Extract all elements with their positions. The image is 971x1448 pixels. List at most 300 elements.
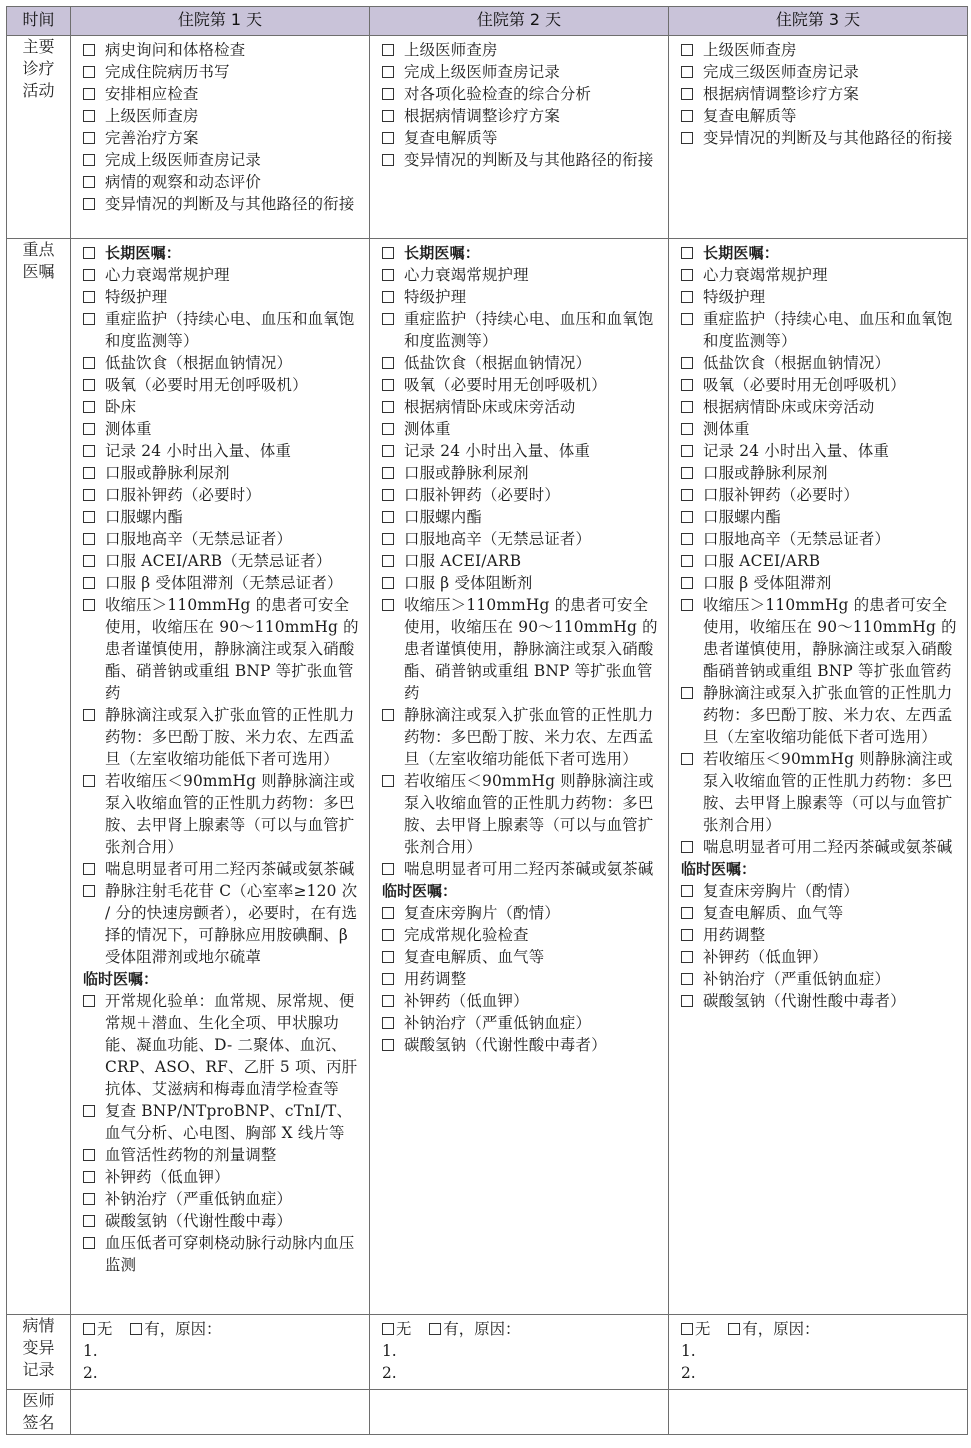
long-term-order-item <box>382 484 662 506</box>
long-term-order-item <box>83 594 363 704</box>
variation-no-option[interactable] <box>382 1318 411 1340</box>
checkbox[interactable] <box>382 423 394 435</box>
temporary-order-item <box>382 946 662 968</box>
main-activity-item <box>382 39 662 61</box>
long-term-orders-title <box>83 242 363 264</box>
checkbox[interactable] <box>83 154 95 166</box>
checkbox[interactable] <box>681 357 693 369</box>
main-activity-item-text: 完成住院病历书写 <box>105 63 230 81</box>
checkbox[interactable] <box>681 577 693 589</box>
checkbox[interactable] <box>382 511 394 523</box>
checkbox[interactable] <box>83 863 95 875</box>
main-activity-item-text: 完善治疗方案 <box>105 129 199 147</box>
long-term-order-item <box>681 352 961 374</box>
checkbox[interactable] <box>382 1323 394 1335</box>
temporary-order-item-text: 补钠治疗（严重低钠血症） <box>703 970 891 988</box>
checkbox[interactable] <box>681 951 693 963</box>
checkbox[interactable] <box>83 1215 95 1227</box>
long-term-order-item-text: 口服或静脉利尿剂 <box>404 464 529 482</box>
checkbox[interactable] <box>83 110 95 122</box>
day-2-orders-cell <box>370 239 669 1315</box>
variation-no-option-text: 无 <box>695 1320 711 1338</box>
checkbox[interactable] <box>681 66 693 78</box>
long-term-order-item <box>83 440 363 462</box>
checkbox[interactable] <box>83 511 95 523</box>
checkbox[interactable] <box>382 555 394 567</box>
checkbox[interactable] <box>681 132 693 144</box>
temporary-order-item <box>83 1210 363 1232</box>
long-term-order-item-text: 心力衰竭常规护理 <box>703 266 828 284</box>
checkbox[interactable] <box>83 44 95 56</box>
checkbox[interactable] <box>83 132 95 144</box>
signature-label-cell <box>7 1390 71 1435</box>
checkbox[interactable] <box>83 599 95 611</box>
long-term-order-item <box>83 880 363 968</box>
main-activity-item <box>681 83 961 105</box>
checkbox[interactable] <box>382 467 394 479</box>
main-activity-item-text: 病情的观察和动态评价 <box>105 173 261 191</box>
temporary-order-item <box>83 1232 363 1276</box>
long-term-order-item-text: 口服螺内酯 <box>404 508 482 526</box>
long-term-orders-title <box>681 242 961 264</box>
variation-yes-option[interactable] <box>429 1318 520 1340</box>
temporary-order-item-text: 完成常规化验检查 <box>404 926 529 944</box>
long-term-order-item <box>83 506 363 528</box>
variation-yes-option-text: 有，原因： <box>742 1320 820 1338</box>
long-term-order-item <box>83 528 363 550</box>
checkbox[interactable] <box>83 1149 95 1161</box>
long-term-order-item <box>382 550 662 572</box>
long-term-order-item-text: 吸氧（必要时用无创呼吸机） <box>703 376 906 394</box>
checkbox[interactable] <box>681 753 693 765</box>
temporary-order-item-text: 碳酸氢钠（代谢性酸中毒） <box>105 1212 293 1230</box>
signature-label: 医师签名 <box>22 1391 55 1432</box>
long-term-order-item-text: 口服螺内酯 <box>105 508 183 526</box>
main-activity-item <box>382 105 662 127</box>
signature-row <box>7 1390 968 1435</box>
main-activity-item <box>382 149 662 171</box>
checkbox[interactable] <box>382 247 394 259</box>
temporary-order-item <box>382 902 662 924</box>
checkbox[interactable] <box>382 973 394 985</box>
checkbox[interactable] <box>83 313 95 325</box>
checkbox[interactable] <box>681 445 693 457</box>
checkbox[interactable] <box>83 1323 95 1335</box>
temporary-order-item-text: 补钠治疗（严重低钠血症） <box>105 1190 293 1208</box>
checkbox[interactable] <box>681 533 693 545</box>
checkbox[interactable] <box>83 1171 95 1183</box>
long-term-order-item-text: 收缩压＞110mmHg 的患者可安全使用，收缩压在 90～110mmHg 的患者谨慎使用，静脉滴注或泵入硝酸酯、硝普钠或重组 BNP 等扩张血管药 <box>105 596 359 702</box>
temporary-order-item-text: 复查床旁胸片（酌情） <box>703 882 859 900</box>
long-term-orders-title-text: 长期医嘱： <box>105 244 182 262</box>
checkbox[interactable] <box>83 88 95 100</box>
main-activity-item <box>83 127 363 149</box>
checkbox[interactable] <box>681 995 693 1007</box>
checkbox[interactable] <box>83 1193 95 1205</box>
checkbox[interactable] <box>83 357 95 369</box>
variation-reason-line[interactable]: 1. <box>681 1342 696 1360</box>
long-term-order-item-text: 静脉滴注或泵入扩张血管的正性肌力药物：多巴酚丁胺、米力农、左西孟旦（左室收缩功能低下者可选用） <box>404 706 654 768</box>
long-term-order-item <box>681 594 961 682</box>
main-activity-item <box>382 61 662 83</box>
long-term-order-item-text: 吸氧（必要时用无创呼吸机） <box>105 376 308 394</box>
key-orders-label: 重点医嘱 <box>22 240 55 281</box>
day-1-main-cell <box>71 36 370 239</box>
temporary-order-item-text: 补钾药（低血钾） <box>703 948 828 966</box>
checkbox[interactable] <box>83 885 95 897</box>
temporary-order-item <box>382 1034 662 1056</box>
long-term-order-item-text: 口服或静脉利尿剂 <box>703 464 828 482</box>
main-activity-item-text: 变异情况的判断及与其他路径的衔接 <box>703 129 953 147</box>
long-term-orders-title <box>382 242 662 264</box>
main-activity-item <box>83 171 363 193</box>
checkbox[interactable] <box>382 313 394 325</box>
long-term-order-item-text: 口服补钾药（必要时） <box>404 486 560 504</box>
checkbox[interactable] <box>83 66 95 78</box>
long-term-order-item <box>83 858 363 880</box>
day-3-orders-cell <box>669 239 968 1315</box>
temporary-order-item-text: 补钠治疗（严重低钠血症） <box>404 1014 592 1032</box>
variation-options <box>382 1318 662 1340</box>
temporary-order-item-text: 补钾药（低血钾） <box>105 1168 230 1186</box>
main-activity-item-text: 对各项化验检查的综合分析 <box>404 85 592 103</box>
header-day-2: 住院第 2 天 <box>370 7 669 36</box>
long-term-order-item <box>83 484 363 506</box>
variation-reason-line[interactable]: 2. <box>382 1364 397 1382</box>
main-activity-item-text: 根据病情调整诊疗方案 <box>703 85 859 103</box>
long-term-order-item <box>83 396 363 418</box>
checkbox[interactable] <box>681 907 693 919</box>
main-activity-item <box>681 105 961 127</box>
variation-reason-line[interactable]: 2. <box>681 1364 696 1382</box>
checkbox[interactable] <box>382 1039 394 1051</box>
checkbox[interactable] <box>83 577 95 589</box>
clinical-pathway-table <box>6 6 968 1435</box>
long-term-order-item-text: 口服 ACEI/ARB（无禁忌证者） <box>105 552 332 570</box>
temporary-order-item <box>681 968 961 990</box>
temporary-order-item-text: 补钾药（低血钾） <box>404 992 529 1010</box>
long-term-order-item <box>382 594 662 704</box>
main-activities-label-cell <box>7 36 71 239</box>
checkbox[interactable] <box>382 357 394 369</box>
long-term-order-item <box>681 462 961 484</box>
checkbox[interactable] <box>83 269 95 281</box>
checkbox[interactable] <box>382 401 394 413</box>
long-term-order-item-text: 根据病情卧床或床旁活动 <box>703 398 875 416</box>
long-term-order-item-text: 口服 ACEI/ARB <box>404 552 522 570</box>
main-activity-item-text: 变异情况的判断及与其他路径的衔接 <box>404 151 654 169</box>
variation-yes-option[interactable] <box>130 1318 221 1340</box>
long-term-order-item-text: 特级护理 <box>703 288 766 306</box>
long-term-order-item-text: 口服地高辛（无禁忌证者） <box>404 530 592 548</box>
checkbox[interactable] <box>681 929 693 941</box>
main-activity-item <box>382 83 662 105</box>
header-day-1: 住院第 1 天 <box>71 7 370 36</box>
checkbox[interactable] <box>83 1105 95 1117</box>
long-term-order-item <box>382 440 662 462</box>
checkbox[interactable] <box>83 401 95 413</box>
long-term-order-item <box>382 506 662 528</box>
long-term-order-item-text: 心力衰竭常规护理 <box>105 266 230 284</box>
main-activity-item-text: 上级医师查房 <box>404 41 498 59</box>
long-term-order-item-text: 特级护理 <box>105 288 168 306</box>
checkbox[interactable] <box>83 176 95 188</box>
day-2-signature-cell[interactable] <box>370 1390 669 1435</box>
long-term-order-item-text: 口服 ACEI/ARB <box>703 552 821 570</box>
long-term-order-item-text: 口服 β 受体阻滞剂 <box>703 574 832 592</box>
main-activity-item-text: 安排相应检查 <box>105 85 199 103</box>
checkbox[interactable] <box>382 88 394 100</box>
checkbox[interactable] <box>681 401 693 413</box>
main-activity-item <box>83 105 363 127</box>
temporary-order-item <box>382 924 662 946</box>
main-activity-item-text: 完成上级医师查房记录 <box>105 151 261 169</box>
long-term-order-item-text: 口服螺内酯 <box>703 508 781 526</box>
variation-reason-line[interactable]: 1. <box>83 1342 98 1360</box>
long-term-order-item <box>681 440 961 462</box>
main-activity-item <box>83 149 363 171</box>
main-activity-item <box>681 39 961 61</box>
temporary-order-item <box>681 924 961 946</box>
header-day-3: 住院第 3 天 <box>669 7 968 36</box>
checkbox[interactable] <box>681 44 693 56</box>
checkbox[interactable] <box>382 775 394 787</box>
checkbox[interactable] <box>83 445 95 457</box>
long-term-order-item-text: 若收缩压＜90mmHg 则静脉滴注或泵入收缩血管的正性肌力药物：多巴胺、去甲肾上腺素等（可以与血管扩张剂合用） <box>105 772 355 856</box>
long-term-order-item <box>681 506 961 528</box>
long-term-order-item <box>83 286 363 308</box>
checkbox[interactable] <box>681 423 693 435</box>
long-term-order-item-text: 卧床 <box>105 398 137 416</box>
checkbox[interactable] <box>681 885 693 897</box>
checkbox[interactable] <box>382 132 394 144</box>
checkbox[interactable] <box>681 291 693 303</box>
temporary-order-item <box>681 880 961 902</box>
variation-no-option[interactable] <box>681 1318 710 1340</box>
long-term-order-item <box>382 462 662 484</box>
checkbox[interactable] <box>382 379 394 391</box>
day-1-variation-cell <box>71 1315 370 1390</box>
long-term-order-item <box>681 264 961 286</box>
checkbox[interactable] <box>681 555 693 567</box>
day-3-signature-cell[interactable] <box>669 1390 968 1435</box>
long-term-order-item-text: 喘息明显者可用二羟丙茶碱或氨茶碱 <box>105 860 355 878</box>
checkbox[interactable] <box>681 467 693 479</box>
long-term-order-item <box>83 352 363 374</box>
checkbox[interactable] <box>681 489 693 501</box>
main-activity-item <box>382 127 662 149</box>
checkbox[interactable] <box>382 929 394 941</box>
checkbox[interactable] <box>681 88 693 100</box>
long-term-order-item-text: 重症监护（持续心电、血压和血氧饱和度监测等） <box>404 310 654 350</box>
variation-reason-line[interactable]: 1. <box>382 1342 397 1360</box>
checkbox[interactable] <box>382 1017 394 1029</box>
long-term-order-item <box>681 286 961 308</box>
long-term-order-item-text: 口服地高辛（无禁忌证者） <box>703 530 891 548</box>
checkbox[interactable] <box>83 1237 95 1249</box>
long-term-order-item-text: 口服或静脉利尿剂 <box>105 464 230 482</box>
temporary-orders-title: 临时医嘱： <box>681 860 757 878</box>
header-row <box>7 7 968 36</box>
temporary-order-item-text: 碳酸氢钠（代谢性酸中毒者） <box>703 992 906 1010</box>
checkbox[interactable] <box>681 313 693 325</box>
temporary-order-item-text: 复查 BNP/NTproBNP、cTnI/T、血气分析、心电图、胸部 X 线片等 <box>105 1102 353 1142</box>
temporary-order-item <box>681 990 961 1012</box>
long-term-order-item <box>382 572 662 594</box>
temporary-order-item-text: 开常规化验单：血常规、尿常规、便常规＋潜血、生化全项、甲状腺功能、凝血功能、D- 二聚体、血沉、CRP、ASO、RF、乙肝 5 项、丙肝抗体、艾滋病和梅毒血清学检查等 <box>105 992 358 1098</box>
long-term-order-item <box>681 836 961 858</box>
checkbox[interactable] <box>382 951 394 963</box>
variation-yes-option[interactable] <box>728 1318 819 1340</box>
long-term-order-item <box>382 704 662 770</box>
checkbox[interactable] <box>382 445 394 457</box>
checkbox[interactable] <box>382 154 394 166</box>
long-term-order-item-text: 口服 β 受体阻滞剂（无禁忌证者） <box>105 574 343 592</box>
main-activity-item <box>83 61 363 83</box>
checkbox[interactable] <box>382 110 394 122</box>
long-term-order-item-text: 静脉滴注或泵入扩张血管的正性肌力药物：多巴酚丁胺、米力农、左西孟旦（左室收缩功能低下者可选用） <box>703 684 953 746</box>
checkbox[interactable] <box>681 973 693 985</box>
checkbox[interactable] <box>382 995 394 1007</box>
checkbox[interactable] <box>681 247 693 259</box>
temporary-order-item <box>681 902 961 924</box>
checkbox[interactable] <box>681 687 693 699</box>
long-term-order-item <box>681 572 961 594</box>
main-activities-label: 主要诊疗活动 <box>22 37 55 100</box>
long-term-order-item-text: 口服地高辛（无禁忌证者） <box>105 530 293 548</box>
day-2-main-cell <box>370 36 669 239</box>
temporary-order-item <box>681 946 961 968</box>
checkbox[interactable] <box>83 247 95 259</box>
checkbox[interactable] <box>382 44 394 56</box>
long-term-order-item <box>382 396 662 418</box>
checkbox[interactable] <box>382 907 394 919</box>
checkbox[interactable] <box>681 1323 693 1335</box>
checkbox[interactable] <box>382 577 394 589</box>
checkbox[interactable] <box>130 1323 142 1335</box>
temporary-order-item <box>83 1166 363 1188</box>
main-activity-item-text: 根据病情调整诊疗方案 <box>404 107 560 125</box>
long-term-order-item <box>83 770 363 858</box>
long-term-order-item <box>83 374 363 396</box>
long-term-order-item <box>382 308 662 352</box>
day-3-main-cell <box>669 36 968 239</box>
day-1-signature-cell[interactable] <box>71 1390 370 1435</box>
long-term-order-item-text: 口服补钾药（必要时） <box>105 486 261 504</box>
temporary-order-item <box>382 990 662 1012</box>
variation-reason-line[interactable]: 2. <box>83 1364 98 1382</box>
long-term-order-item <box>681 550 961 572</box>
long-term-orders-title-text: 长期医嘱： <box>703 244 780 262</box>
checkbox[interactable] <box>681 599 693 611</box>
temporary-order-item <box>83 1188 363 1210</box>
main-activity-item-text: 复查电解质等 <box>404 129 498 147</box>
main-activity-item-text: 病史询问和体格检查 <box>105 41 246 59</box>
checkbox[interactable] <box>83 489 95 501</box>
long-term-order-item-text: 低盐饮食（根据血钠情况） <box>105 354 293 372</box>
checkbox[interactable] <box>83 198 95 210</box>
variation-no-option-text: 无 <box>396 1320 412 1338</box>
long-term-order-item <box>681 748 961 836</box>
checkbox[interactable] <box>83 709 95 721</box>
checkbox[interactable] <box>429 1323 441 1335</box>
checkbox[interactable] <box>728 1323 740 1335</box>
long-term-order-item-text: 收缩压＞110mmHg 的患者可安全使用，收缩压在 90～110mmHg 的患者谨慎使用，静脉滴注或泵入硝酸酯硝普钠或重组 BNP 等扩张血管药 <box>703 596 957 680</box>
main-activity-item-text: 上级医师查房 <box>703 41 797 59</box>
main-activity-item-text: 完成上级医师查房记录 <box>404 63 560 81</box>
checkbox[interactable] <box>681 841 693 853</box>
checkbox[interactable] <box>681 379 693 391</box>
long-term-order-item-text: 口服补钾药（必要时） <box>703 486 859 504</box>
checkbox[interactable] <box>382 709 394 721</box>
checkbox[interactable] <box>681 110 693 122</box>
checkbox[interactable] <box>83 533 95 545</box>
long-term-order-item <box>681 308 961 352</box>
long-term-order-item-text: 静脉滴注或泵入扩张血管的正性肌力药物：多巴酚丁胺、米力农、左西孟旦（左室收缩功能低下者可选用） <box>105 706 355 768</box>
long-term-order-item <box>83 704 363 770</box>
long-term-order-item <box>83 418 363 440</box>
long-term-order-item-text: 记录 24 小时出入量、体重 <box>703 442 890 460</box>
checkbox[interactable] <box>681 269 693 281</box>
long-term-order-item-text: 测体重 <box>105 420 152 438</box>
variation-no-option[interactable] <box>83 1318 112 1340</box>
checkbox[interactable] <box>83 423 95 435</box>
checkbox[interactable] <box>382 269 394 281</box>
long-term-order-item-text: 口服 β 受体阻断剂 <box>404 574 533 592</box>
checkbox[interactable] <box>382 533 394 545</box>
checkbox[interactable] <box>83 467 95 479</box>
key-orders-label-cell <box>7 239 71 1315</box>
long-term-order-item-text: 根据病情卧床或床旁活动 <box>404 398 576 416</box>
checkbox[interactable] <box>83 291 95 303</box>
long-term-order-item-text: 收缩压＞110mmHg 的患者可安全使用，收缩压在 90～110mmHg 的患者谨慎使用，静脉滴注或泵入硝酸酯、硝普钠或重组 BNP 等扩张血管药 <box>404 596 658 702</box>
long-term-order-item <box>382 418 662 440</box>
checkbox[interactable] <box>382 863 394 875</box>
long-term-order-item <box>382 264 662 286</box>
main-activity-item-text: 完成三级医师查房记录 <box>703 63 859 81</box>
checkbox[interactable] <box>83 775 95 787</box>
checkbox[interactable] <box>382 291 394 303</box>
checkbox[interactable] <box>83 555 95 567</box>
long-term-order-item-text: 吸氧（必要时用无创呼吸机） <box>404 376 607 394</box>
long-term-order-item-text: 测体重 <box>404 420 451 438</box>
long-term-order-item-text: 记录 24 小时出入量、体重 <box>105 442 292 460</box>
long-term-order-item-text: 若收缩压＜90mmHg 则静脉滴注或泵入收缩血管的正性肌力药物：多巴胺、去甲肾上腺素等（可以与血管扩张剂合用） <box>404 772 654 856</box>
temporary-order-item-text: 用药调整 <box>703 926 766 944</box>
main-activities-row <box>7 36 968 239</box>
checkbox[interactable] <box>83 995 95 1007</box>
long-term-order-item-text: 静脉注射毛花苷 C（心室率≥120 次 / 分的快速房颤者），必要时，在有选择的情况下，可静脉应用胺碘酮、β 受体阻滞剂或地尔硫䓬 <box>105 882 358 966</box>
long-term-order-item <box>83 308 363 352</box>
temporary-order-item-text: 复查电解质、血气等 <box>703 904 844 922</box>
checkbox[interactable] <box>382 66 394 78</box>
variation-label: 病情变异记录 <box>22 1316 55 1379</box>
main-activity-item <box>83 83 363 105</box>
long-term-order-item-text: 心力衰竭常规护理 <box>404 266 529 284</box>
long-term-order-item <box>681 528 961 550</box>
checkbox[interactable] <box>83 379 95 391</box>
checkbox[interactable] <box>382 599 394 611</box>
main-activity-item <box>681 127 961 149</box>
temporary-orders-title: 临时医嘱： <box>83 970 159 988</box>
long-term-order-item <box>83 572 363 594</box>
temporary-order-item-text: 血压低者可穿刺桡动脉行动脉内血压监测 <box>105 1234 355 1274</box>
variation-options <box>83 1318 363 1340</box>
long-term-order-item <box>382 770 662 858</box>
checkbox[interactable] <box>382 489 394 501</box>
long-term-order-item-text: 测体重 <box>703 420 750 438</box>
checkbox[interactable] <box>681 511 693 523</box>
